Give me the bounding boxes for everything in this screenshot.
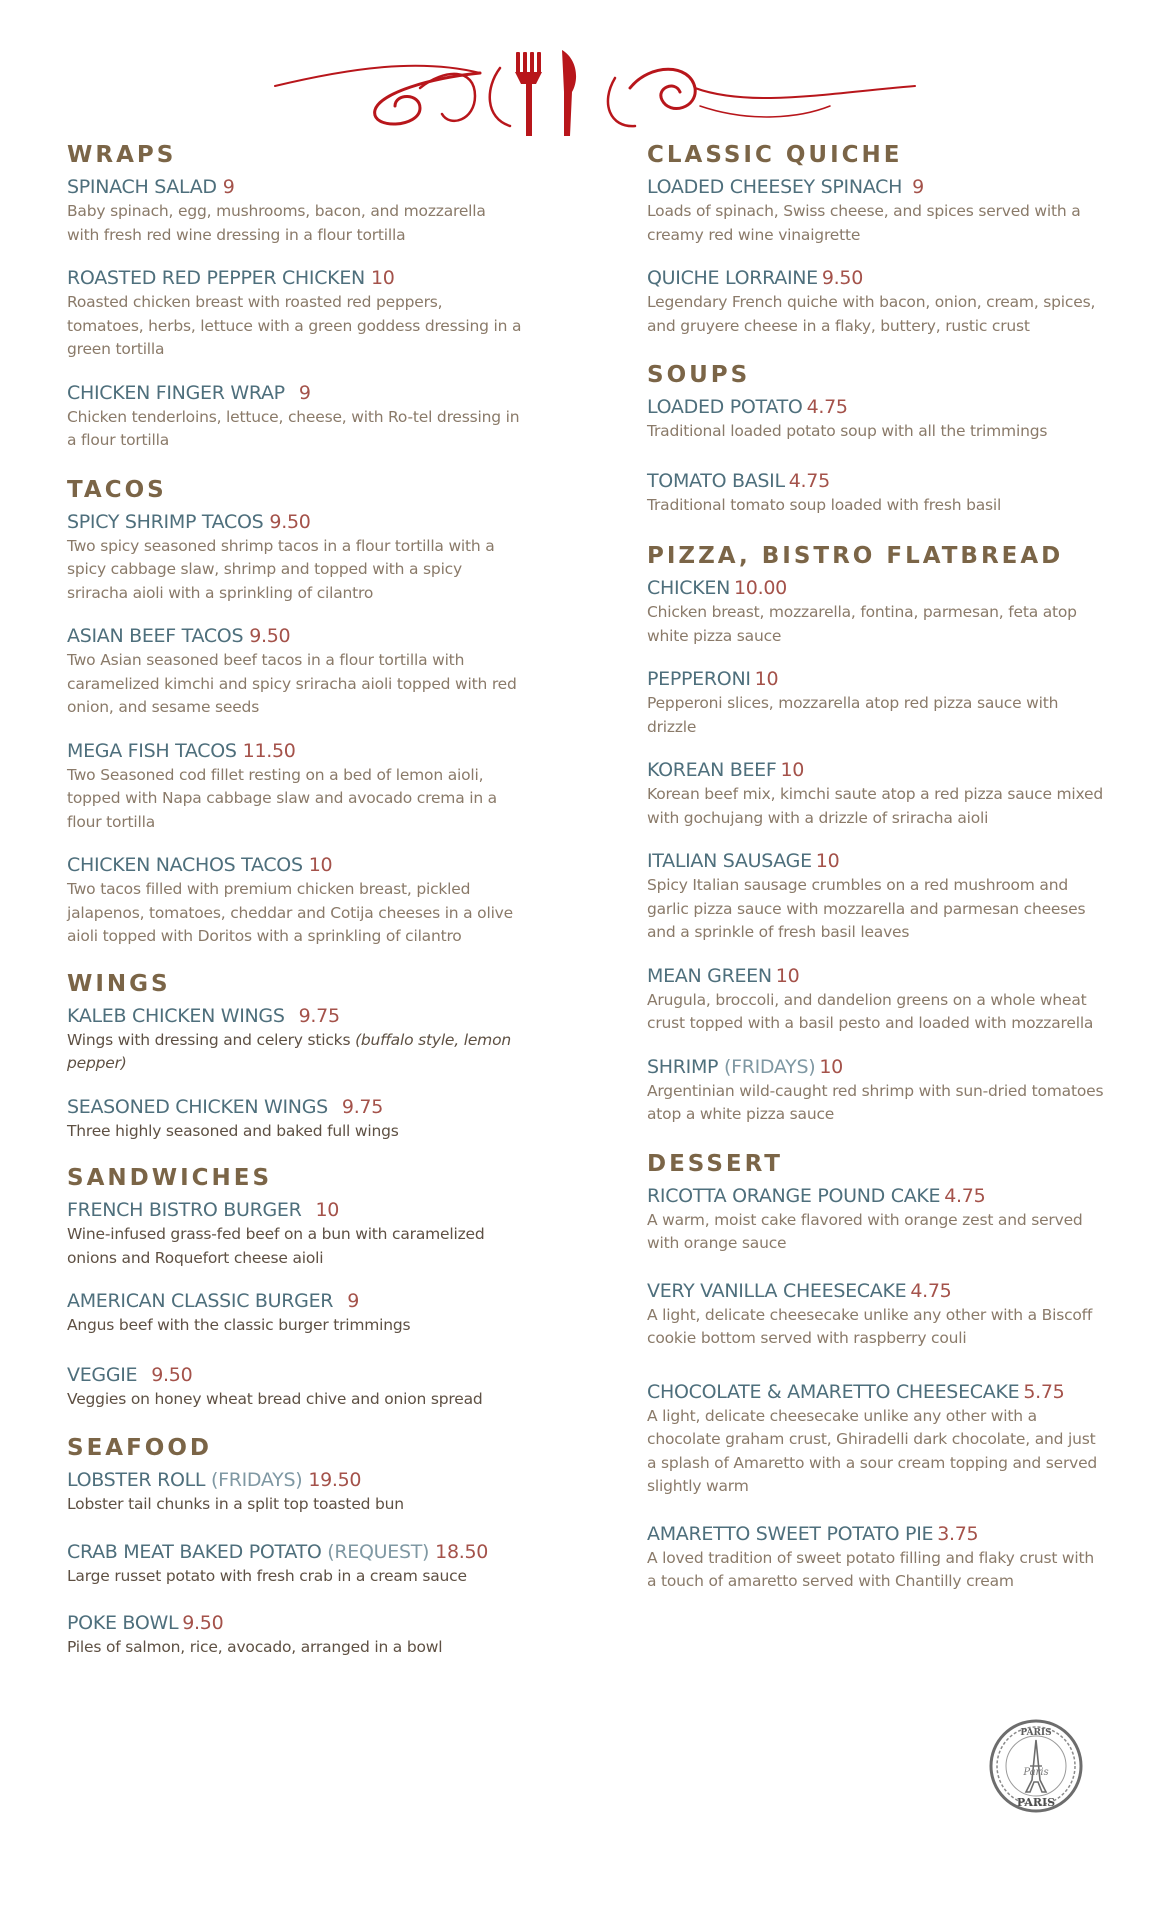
item-description-note: (buffalo style, lemon pepper) <box>67 1030 511 1072</box>
item-name: LOBSTER ROLL <box>67 1469 206 1491</box>
paris-eiffel-stamp-icon <box>988 1718 1084 1814</box>
menu-item <box>647 757 1107 830</box>
item-description: Spicy Italian sausage crumbles on a red mushroom and garlic pizza sauce with mozzarella and parmesan cheeses and a sprinkle of fresh basil leaves <box>647 876 1086 941</box>
item-name: FRENCH BISTRO BURGER <box>67 1199 302 1221</box>
menu-item <box>67 174 522 247</box>
section-pizza-bistro-flatbread <box>647 541 1107 1127</box>
item-price: 10 <box>370 267 395 289</box>
item-description-text: Wings with dressing and celery sticks <box>67 1030 351 1049</box>
item-price: 4.75 <box>944 1184 986 1207</box>
section-wings <box>67 969 522 1144</box>
menu-item <box>67 1539 522 1589</box>
item-name: MEGA FISH TACOS <box>67 739 237 762</box>
item-price: 9.75 <box>341 1095 384 1118</box>
item-description: Roasted chicken breast with roasted red peppers, tomatoes, herbs, lettuce with a green goddess dressing in a green tortilla <box>67 293 522 358</box>
section-seafood <box>67 1433 522 1660</box>
menu-item <box>647 174 1107 247</box>
item-price: 9 <box>222 176 235 198</box>
item-price: 9 <box>347 1290 360 1312</box>
item-description: Two Asian seasoned beef tacos in a flour tortilla with caramelized kimchi and spicy sriracha aioli topped with red onion, and sesame seeds <box>67 651 517 716</box>
item-price: 9 <box>298 381 311 404</box>
item-description: Two tacos filled with premium chicken breast, pickled jalapenos, tomatoes, cheddar and Cotija cheeses in a olive aioli topped with Doritos with a sprinkling of cilantro <box>67 880 513 945</box>
menu-item <box>647 963 1107 1036</box>
menu-item <box>647 394 1107 444</box>
item-description: Veggies on honey wheat bread chive and onion spread <box>67 1389 483 1408</box>
item-price: 4.75 <box>910 1279 952 1302</box>
menu-item <box>67 1467 522 1517</box>
section-title: DESSERT <box>647 1150 783 1177</box>
item-price: 4.75 <box>788 469 830 492</box>
item-description: Pepperoni slices, mozzarella atop red pizza sauce with drizzle <box>647 694 1059 736</box>
section-sandwiches <box>67 1163 522 1411</box>
item-description: Arugula, broccoli, and dandelion greens on a whole wheat crust topped with a basil pesto and loaded with mozzarella <box>647 990 1094 1032</box>
item-note: (FRIDAYS) <box>210 1469 303 1491</box>
item-description: Legendary French quiche with bacon, onion, cream, spices, and gruyere cheese in a flaky, buttery, rustic crust <box>647 293 1096 335</box>
section-tacos <box>67 475 522 949</box>
section-wraps <box>67 140 522 453</box>
menu-item <box>67 1094 522 1144</box>
item-price: 9.50 <box>269 510 311 533</box>
section-title: SOUPS <box>647 362 751 388</box>
item-name: AMERICAN CLASSIC BURGER <box>67 1290 334 1312</box>
item-description: Wine-infused grass-fed beef on a bun with caramelized onions and Roquefort cheese aioli <box>67 1225 485 1267</box>
menu-item <box>67 380 522 453</box>
item-description: Chicken breast, mozzarella, fontina, parmesan, feta atop white pizza sauce <box>647 603 1077 645</box>
item-price: 10.00 <box>734 577 787 599</box>
section-title: TACOS <box>67 476 167 503</box>
menu-item <box>67 738 522 835</box>
item-description: A light, delicate cheesecake unlike any other with a chocolate graham crust, Ghiradelli dark chocolate, and just a splash of Amaretto with a sour cream topping and served slightly warm <box>647 1406 1098 1495</box>
item-name: POKE BOWL <box>67 1612 179 1634</box>
item-description: A loved tradition of sweet potato filling and flaky crust with a touch of amaretto served with Chantilly cream <box>647 1548 1095 1590</box>
item-price: 3.75 <box>937 1522 979 1545</box>
item-description: Korean beef mix, kimchi saute atop a red pizza sauce mixed with gochujang with a drizzle of sriracha aioli <box>647 785 1104 827</box>
section-title: SANDWICHES <box>67 1165 273 1191</box>
item-price: 11.50 <box>242 739 296 762</box>
menu-item <box>67 1003 522 1076</box>
menu-item <box>647 1278 1107 1351</box>
right-column <box>647 140 1107 1612</box>
item-description: Chicken tenderloins, lettuce, cheese, with Ro-tel dressing in a flour tortilla <box>67 407 520 449</box>
item-name: CHICKEN NACHOS TACOS <box>67 854 303 876</box>
menu-item <box>647 1183 1107 1256</box>
item-description: Loads of spinach, Swiss cheese, and spices served with a creamy red wine vinaigrette <box>647 202 1081 244</box>
stamp-text-script: Paris <box>1023 1767 1049 1778</box>
item-note: (REQUEST) <box>327 1540 430 1563</box>
item-price: 9.50 <box>182 1612 224 1634</box>
item-description: Traditional tomato soup loaded with fresh basil <box>647 495 1002 514</box>
item-name: AMARETTO SWEET POTATO PIE <box>647 1522 934 1545</box>
item-price: 9.75 <box>298 1004 340 1027</box>
section-title: WINGS <box>67 970 171 997</box>
item-name: KOREAN BEEF <box>647 759 777 781</box>
stamp-text-bottom: PARIS <box>1016 1796 1056 1809</box>
item-price: 10 <box>815 850 840 872</box>
item-description: A warm, moist cake flavored with orange zest and served with orange sauce <box>647 1210 1083 1252</box>
section-dessert <box>647 1149 1107 1594</box>
item-price: 9.50 <box>821 267 863 289</box>
item-description: Large russet potato with fresh crab in a cream sauce <box>67 1566 467 1585</box>
item-description: Traditional loaded potato soup with all the trimmings <box>647 422 1048 440</box>
menu-item <box>647 1379 1107 1499</box>
item-name: CHICKEN <box>647 577 731 599</box>
item-price: 10 <box>775 964 800 987</box>
item-name: SEASONED CHICKEN WINGS <box>67 1095 328 1118</box>
menu-item <box>647 575 1107 648</box>
item-name: ITALIAN SAUSAGE <box>647 850 812 872</box>
section-title: PIZZA, BISTRO FLATBREAD <box>647 543 1064 569</box>
item-name: PEPPERONI <box>647 668 751 690</box>
section-soups <box>647 360 1107 517</box>
item-name: ASIAN BEEF TACOS <box>67 625 244 647</box>
left-column <box>67 140 522 1678</box>
item-name: TOMATO BASIL <box>647 469 785 492</box>
item-description: Two spicy seasoned shrimp tacos in a flour tortilla with a spicy cabbage slaw, shrimp and topped with a spicy sriracha aioli with a sprinkling of cilantro <box>67 536 495 602</box>
stamp-text-top: PARIS <box>1020 1728 1052 1738</box>
item-description: Piles of salmon, rice, avocado, arranged in a bowl <box>67 1638 443 1656</box>
item-price: 10 <box>315 1199 340 1221</box>
item-name: SPINACH SALAD <box>67 176 217 198</box>
item-name: CHOCOLATE & AMARETTO CHEESECAKE <box>647 1380 1020 1403</box>
item-name: LOADED CHEESEY SPINACH <box>647 176 903 198</box>
item-name: SHRIMP <box>647 1055 719 1078</box>
menu-item <box>67 1610 522 1660</box>
item-name: MEAN GREEN <box>647 964 772 987</box>
item-description: Angus beef with the classic burger trimmings <box>67 1316 411 1334</box>
menu-item <box>647 848 1107 945</box>
item-name: LOADED POTATO <box>647 396 803 418</box>
item-description: Three highly seasoned and baked full wings <box>67 1121 399 1140</box>
menu-item <box>67 623 522 720</box>
menu-item <box>67 1288 522 1338</box>
item-name: CHICKEN FINGER WRAP <box>67 381 285 404</box>
menu-item <box>67 509 522 606</box>
menu-item <box>67 1362 522 1412</box>
item-description: Lobster tail chunks in a split top toasted bun <box>67 1495 404 1513</box>
section-classic-quiche <box>647 140 1107 338</box>
section-title: CLASSIC QUICHE <box>647 142 903 168</box>
item-name: CRAB MEAT BAKED POTATO <box>67 1540 322 1563</box>
menu-item <box>647 1054 1107 1127</box>
item-name: SPICY SHRIMP TACOS <box>67 510 264 533</box>
item-description: Argentinian wild-caught red shrimp with sun-dried tomatoes atop a white pizza sauce <box>647 1081 1104 1123</box>
menu-item <box>647 666 1107 739</box>
item-description: A light, delicate cheesecake unlike any other with a Biscoff cookie bottom served with raspberry couli <box>647 1305 1093 1347</box>
item-price: 10 <box>308 854 333 876</box>
item-price: 10 <box>754 668 779 690</box>
item-note: (FRIDAYS) <box>723 1055 816 1078</box>
section-title: SEAFOOD <box>67 1435 212 1461</box>
item-price: 9.50 <box>151 1363 193 1386</box>
item-name: RICOTTA ORANGE POUND CAKE <box>647 1184 941 1207</box>
item-description: Baby spinach, egg, mushrooms, bacon, and mozzarella with fresh red wine dressing in a flour tortilla <box>67 202 486 244</box>
item-name: ROASTED RED PEPPER CHICKEN <box>67 267 365 289</box>
item-name: QUICHE LORRAINE <box>647 267 818 289</box>
menu-item <box>67 852 522 949</box>
menu-item <box>647 468 1107 518</box>
item-price: 19.50 <box>308 1469 362 1491</box>
section-title: WRAPS <box>67 142 177 168</box>
item-name: VEGGIE <box>67 1363 138 1386</box>
fork-knife-flourish-icon <box>270 48 920 138</box>
menu-item <box>647 265 1107 338</box>
item-price: 9 <box>912 176 924 198</box>
item-price: 10 <box>819 1055 843 1078</box>
item-description <box>67 1029 522 1076</box>
item-name: KALEB CHICKEN WINGS <box>67 1004 285 1027</box>
menu-item <box>67 1197 522 1270</box>
menu-item <box>67 265 522 362</box>
menu-item <box>647 1521 1107 1594</box>
item-price: 5.75 <box>1023 1380 1065 1403</box>
item-name: VERY VANILLA CHEESECAKE <box>647 1279 907 1302</box>
item-price: 4.75 <box>806 396 848 418</box>
item-price: 18.50 <box>435 1540 489 1563</box>
item-price: 10 <box>780 759 805 781</box>
item-description: Two Seasoned cod fillet resting on a bed of lemon aioli, topped with Napa cabbage slaw and avocado crema in a flour tortilla <box>67 765 497 831</box>
item-price: 9.50 <box>249 625 291 647</box>
